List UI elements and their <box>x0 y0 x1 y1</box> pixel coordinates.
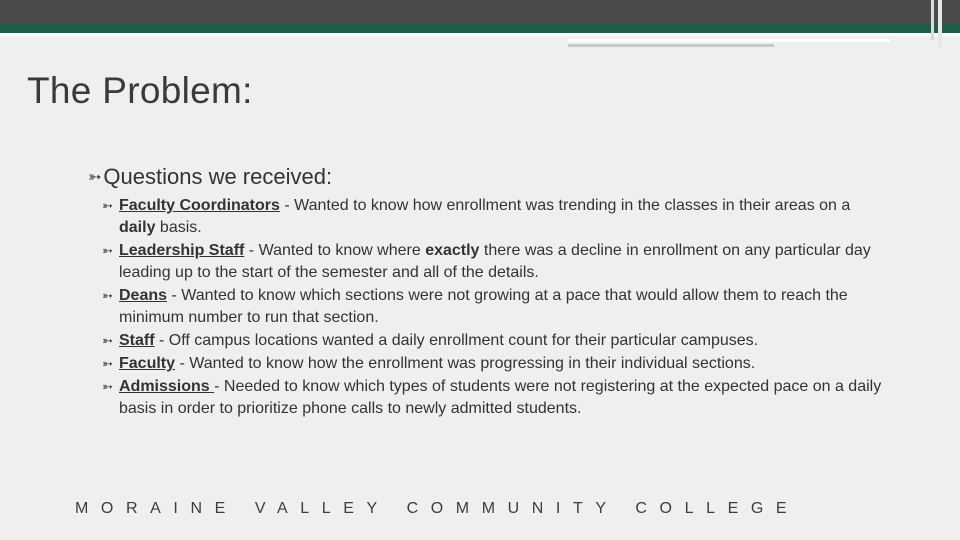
double-arrow-bullet-icon: ➳ <box>102 379 113 394</box>
decorative-line <box>931 0 934 40</box>
item-text: - Wanted to know how enrollment was trending in the classes in their areas on a <box>279 197 851 214</box>
list-item <box>102 195 882 239</box>
college-footer: MORAINE VALLEY COMMUNITY COLLEGE <box>75 500 800 517</box>
item-text: basis. <box>155 219 202 236</box>
role-name: Deans <box>119 287 168 304</box>
role-name: Admissions <box>119 378 215 395</box>
list-item <box>102 330 882 352</box>
item-text: - Needed to know which types of students were not registering at the expected pace on a daily basis in order to prioritize phone calls to newly admitted students. <box>119 378 882 417</box>
double-arrow-bullet-icon: ➳ <box>102 243 113 258</box>
decorative-line <box>938 0 942 48</box>
item-text: there was a decline in enrollment on any particular day leading up to the start of the semester and all of the details. <box>119 242 871 281</box>
double-arrow-bullet-icon: ➳ <box>102 356 113 371</box>
intro-bullet <box>88 164 332 190</box>
role-name: Faculty <box>119 355 176 372</box>
list-item <box>102 376 882 420</box>
item-text: - Wanted to know which sections were not growing at a pace that would allow them to reach the minimum number to run that section. <box>119 287 848 326</box>
list-item <box>102 353 882 375</box>
top-band <box>0 0 960 24</box>
list-item <box>102 240 882 284</box>
item-text: - Wanted to know how the enrollment was progressing in their individual sections. <box>175 355 756 372</box>
role-name: Faculty Coordinators <box>119 197 280 214</box>
divider-line <box>0 33 960 36</box>
accent-bar <box>0 24 960 33</box>
slide-title: The Problem: <box>27 70 253 111</box>
decorative-line <box>568 39 890 42</box>
intro-text: Questions we received: <box>103 164 333 189</box>
double-arrow-bullet-icon: ➳ <box>88 169 102 186</box>
double-arrow-bullet-icon: ➳ <box>102 333 113 348</box>
decorative-line <box>568 44 774 47</box>
item-text: - Wanted to know where <box>244 242 426 259</box>
item-text: - Off campus locations wanted a daily enrollment count for their particular campuses. <box>154 332 759 349</box>
role-name: Staff <box>119 332 155 349</box>
emphasis-text: daily <box>119 219 156 236</box>
double-arrow-bullet-icon: ➳ <box>102 198 113 213</box>
list-item <box>102 285 882 329</box>
emphasis-text: exactly <box>425 242 480 259</box>
double-arrow-bullet-icon: ➳ <box>102 288 113 303</box>
questions-list <box>102 195 882 421</box>
role-name: Leadership Staff <box>119 242 245 259</box>
